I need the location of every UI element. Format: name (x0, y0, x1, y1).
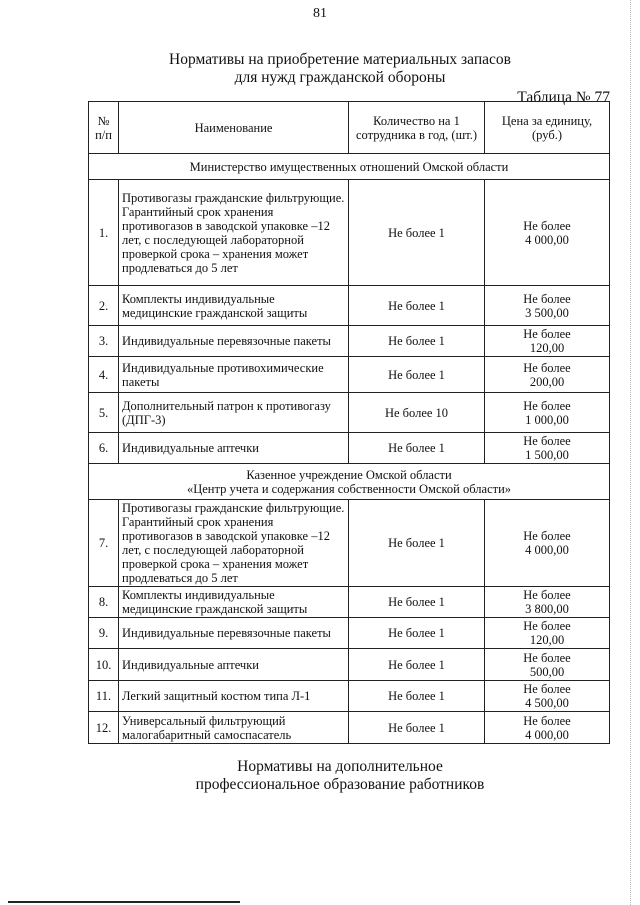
price-prefix: Не более (523, 434, 571, 448)
item-quantity: Не более 1 (349, 649, 485, 681)
price-value: 120,00 (529, 341, 565, 355)
row-number: 11. (89, 681, 119, 712)
table-row (89, 712, 610, 744)
item-price (485, 681, 610, 712)
row-number: 5. (89, 393, 119, 433)
table-row (89, 393, 610, 433)
item-quantity: Не более 1 (349, 180, 485, 286)
item-price (485, 180, 610, 286)
row-number: 9. (89, 618, 119, 649)
title-line-1: Нормативы на приобретение материальных запасов (169, 51, 511, 68)
item-quantity: Не более 1 (349, 500, 485, 587)
item-price (485, 649, 610, 681)
price-prefix: Не более (523, 588, 571, 602)
table-row (89, 286, 610, 326)
section-title (89, 464, 610, 500)
table-row (89, 681, 610, 712)
row-number: 10. (89, 649, 119, 681)
item-name: Легкий защитный костюм типа Л-1 (119, 681, 349, 712)
table-row (89, 180, 610, 286)
price-prefix: Не более (523, 529, 571, 543)
item-name: Универсальный фильтрующий малогабаритный самоспасатель (119, 712, 349, 744)
price-value: 120,00 (529, 633, 565, 647)
table-row (89, 618, 610, 649)
item-name: Противогазы гражданские фильтрующие. Гарантийный срок хранения противогазов в заводской упаковке –12 лет, с последующей лабораторной проверкой срока – хранения может продлеваться до 5 лет (119, 180, 349, 286)
price-prefix: Не более (523, 713, 571, 728)
footer-line-2: профессиональное образование работников (195, 776, 485, 793)
table-row (89, 587, 610, 618)
item-quantity: Не более 10 (349, 393, 485, 433)
item-price (485, 712, 610, 744)
section-title-line-2: «Центр учета и содержания собственности Омской области» (186, 481, 512, 496)
row-number: 1. (89, 180, 119, 286)
item-quantity: Не более 1 (349, 618, 485, 649)
price-prefix: Не более (523, 327, 571, 341)
item-name: Индивидуальные противохимические пакеты (119, 357, 349, 393)
price-value: 4 000,00 (525, 727, 569, 742)
price-prefix: Не более (523, 650, 571, 665)
footer-line-1: Нормативы на дополнительное (237, 758, 443, 775)
price-prefix: Не более (523, 291, 571, 306)
price-value: 1 500,00 (525, 448, 569, 462)
item-name: Комплекты индивидуальные медицинские гражданской защиты (119, 587, 349, 618)
price-value: 4 500,00 (525, 696, 569, 710)
title-line-2: для нужд гражданской обороны (234, 69, 446, 86)
item-quantity: Не более 1 (349, 681, 485, 712)
header-price: Цена за единицу, (руб.) (485, 102, 610, 154)
item-price (485, 500, 610, 587)
header-num: № п/п (89, 102, 119, 154)
row-number: 12. (89, 712, 119, 744)
price-value: 500,00 (529, 664, 565, 679)
standards-table (88, 101, 610, 744)
item-price (485, 326, 610, 357)
item-name: Индивидуальные аптечки (119, 433, 349, 464)
item-quantity: Не более 1 (349, 433, 485, 464)
price-prefix: Не более (523, 218, 571, 233)
item-price (485, 618, 610, 649)
price-value: 4 000,00 (525, 543, 569, 557)
row-number: 8. (89, 587, 119, 618)
page-number: 81 (313, 6, 327, 21)
header-qty: Количество на 1 сотрудника в год, (шт.) (349, 102, 485, 154)
item-price (485, 433, 610, 464)
table-header-row (89, 102, 610, 154)
item-quantity: Не более 1 (349, 587, 485, 618)
document-title (80, 51, 600, 87)
scan-edge (630, 0, 632, 905)
section-title-line-1: Казенное учреждение Омской области (246, 467, 452, 482)
section-row (89, 154, 610, 180)
table-row (89, 357, 610, 393)
scan-bottom-line (8, 901, 240, 903)
price-prefix: Не более (523, 619, 571, 633)
price-prefix: Не более (523, 398, 571, 413)
next-section-heading (80, 758, 600, 794)
item-name: Индивидуальные аптечки (119, 649, 349, 681)
item-quantity: Не более 1 (349, 326, 485, 357)
item-name: Комплекты индивидуальные медицинские гражданской защиты (119, 286, 349, 326)
item-name: Дополнительный патрон к противогазу (ДПГ-3) (119, 393, 349, 433)
section-title: Министерство имущественных отношений Омской области (89, 154, 610, 180)
item-name: Противогазы гражданские фильтрующие. Гарантийный срок хранения противогазов в заводской упаковке –12 лет, с последующей лабораторной проверкой срока – хранения может продлеваться до 5 лет (119, 500, 349, 587)
item-quantity: Не более 1 (349, 286, 485, 326)
row-number: 7. (89, 500, 119, 587)
section-row (89, 464, 610, 500)
table-row (89, 326, 610, 357)
price-prefix: Не более (523, 360, 571, 375)
row-number: 3. (89, 326, 119, 357)
price-value: 4 000,00 (525, 232, 569, 247)
item-quantity: Не более 1 (349, 357, 485, 393)
price-value: 1 000,00 (525, 412, 569, 427)
item-price (485, 357, 610, 393)
item-price (485, 587, 610, 618)
price-value: 3 800,00 (525, 602, 569, 616)
header-name: Наименование (119, 102, 349, 154)
price-value: 3 500,00 (525, 305, 569, 320)
table-label: Таблица № 77 (517, 89, 610, 106)
item-quantity: Не более 1 (349, 712, 485, 744)
item-price (485, 393, 610, 433)
item-name: Индивидуальные перевязочные пакеты (119, 326, 349, 357)
table-row (89, 433, 610, 464)
table-row (89, 500, 610, 587)
row-number: 4. (89, 357, 119, 393)
row-number: 2. (89, 286, 119, 326)
item-price (485, 286, 610, 326)
row-number: 6. (89, 433, 119, 464)
price-prefix: Не более (523, 682, 571, 696)
price-value: 200,00 (529, 374, 565, 389)
item-name: Индивидуальные перевязочные пакеты (119, 618, 349, 649)
table-row (89, 649, 610, 681)
